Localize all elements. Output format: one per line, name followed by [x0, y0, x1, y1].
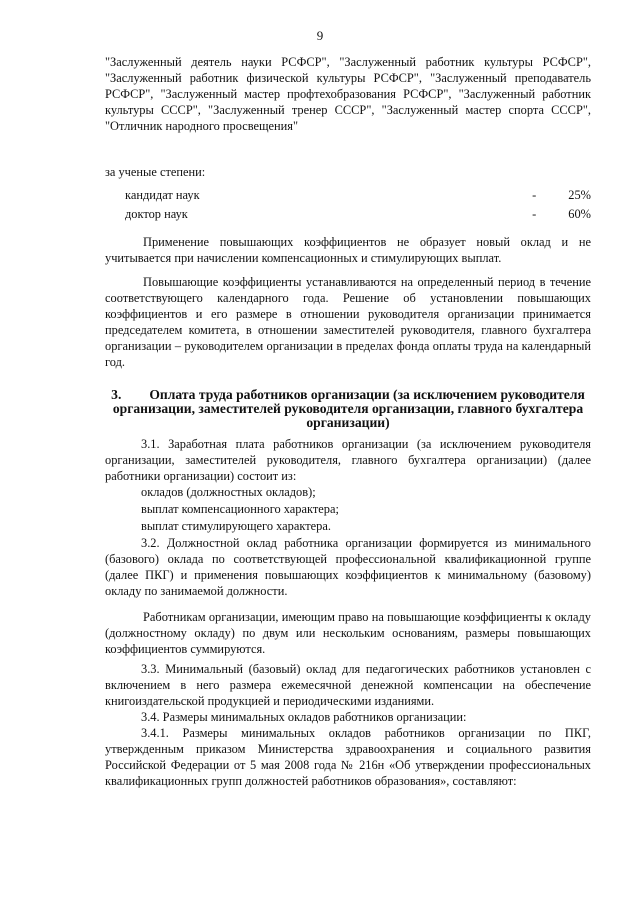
list-item: выплат стимулирующего характера. [141, 519, 331, 533]
degree-dash: - [532, 207, 537, 221]
degree-row-candidate [105, 186, 591, 205]
degree-name: кандидат наук [125, 188, 200, 202]
degree-value: 25% [568, 188, 591, 202]
section-number: 3. [111, 387, 122, 402]
paragraph-3-2: 3.2. Должностной оклад работника организации формируется из минимального (базового) оклада по соответствующей профессиональной квалификационной группе (далее ПКГ) и применения повышающих коэффициентов к минимальному (базовому) окладу по занимаемой должности. [105, 536, 591, 598]
degree-name: доктор наук [125, 207, 188, 221]
list-item: окладов (должностных окладов); [141, 485, 316, 499]
degrees-label: за ученые степени: [105, 165, 206, 179]
honorary-titles-paragraph: "Заслуженный деятель науки РСФСР", "Заслуженный работник культуры РСФСР", "Заслуженный работник физической культуры РСФСР", "Заслуженный преподаватель РСФСР", "Заслуженный мастер профтехобразования РСФСР", "Заслуженный работник культуры СССР", "Заслуженный тренер СССР", "Заслуженный мастер спорта СССР", "Отличник народного просвещения" [105, 55, 591, 133]
degree-value: 60% [568, 207, 591, 221]
section-heading [105, 388, 591, 430]
paragraph-no-new-salary: Применение повышающих коэффициентов не образует новый оклад и не учитывается при начислении компенсационных и стимулирующих выплат. [105, 235, 591, 265]
paragraph-3-3: 3.3. Минимальный (базовый) оклад для педагогических работников установлен с включением в него размера ежемесячной денежной компенсации на обеспечение книгоиздательской продукцией и периодическими изданиями. [105, 662, 591, 708]
degree-row-doctor [105, 205, 591, 224]
paragraph-3-4-1: 3.4.1. Размеры минимальных окладов работников организации по ПКГ, утвержденным приказом Министерства здравоохранения и социального развития Российской Федерации от 5 мая 2008 года № 216н «Об утверждении профессиональных квалификационных групп должностей работников образования», составляют: [105, 726, 591, 788]
paragraph-coefficient-period: Повышающие коэффициенты устанавливаются на определенный период в течение соответствующего календарного года. Решение об установлении повышающих коэффициентов и его размере в отношении руководителя организации принимается председателем комитета, в отношении заместителей руководителя, главного бухгалтера организации – руководителем организации в пределах фонда оплаты труда на календарный год. [105, 275, 591, 369]
list-item: выплат компенсационного характера; [141, 502, 339, 516]
paragraph-3-2-b: Работникам организации, имеющим право на повышающие коэффициенты к окладу (должностному окладу) по двум или нескольким основаниям, размеры повышающих коэффициентов суммируются. [105, 610, 591, 656]
page-number: 9 [316, 28, 324, 43]
paragraph-3-1: 3.1. Заработная плата работников организации (за исключением руководителя организации, заместителей руководителя, главного бухгалтера организации) (далее работники организации) состоит из: [105, 437, 591, 483]
section-title: Оплата труда работников организации (за исключением руководителя организации, заместителей руководителя организации, главного бухгалтера организации) [112, 387, 585, 430]
paragraph-3-4: 3.4. Размеры минимальных окладов работников организации: [141, 710, 467, 724]
document-body [105, 54, 591, 789]
degree-dash: - [532, 188, 537, 202]
